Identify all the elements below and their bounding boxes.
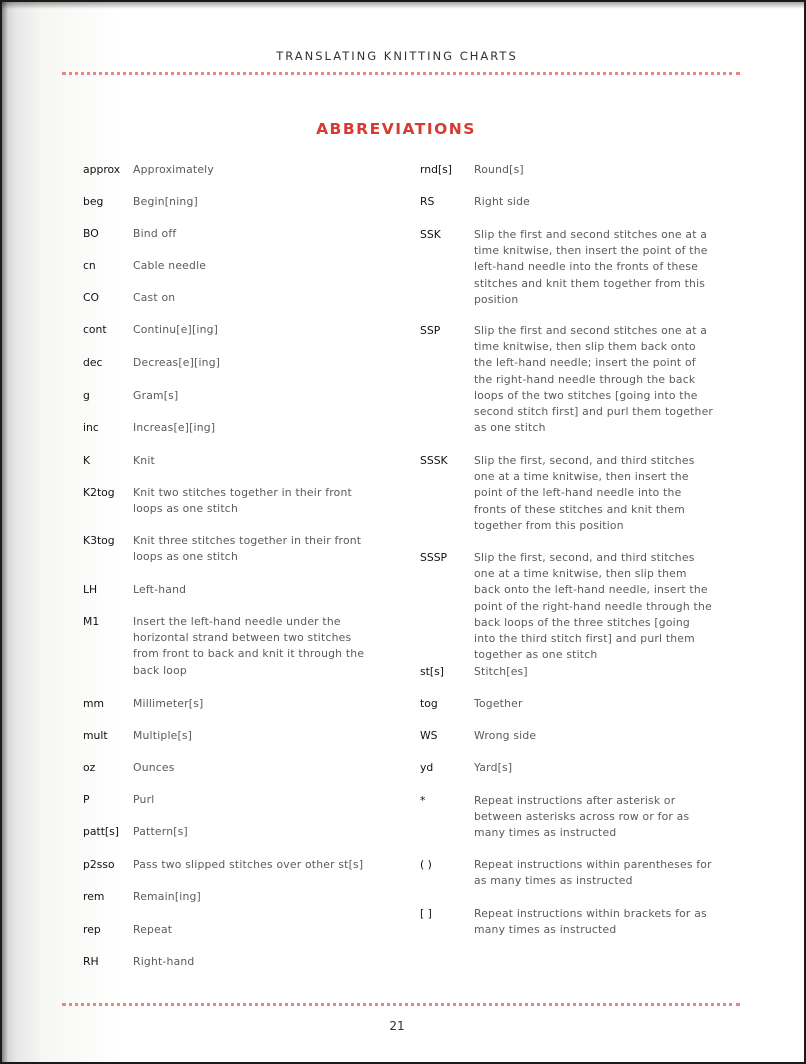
abbreviation-term: dec	[83, 356, 103, 369]
abbreviation-definition: Bind off	[133, 227, 177, 240]
abbreviation-definition: Slip the first, second, and third stitches one at a time knitwise, then slip them back onto the left-hand needle, insert the point of the right-hand needle through the back loops of the three stitches [going into the third stitch first] and purl them together as one stitch	[474, 551, 712, 662]
abbreviation-term: mult	[83, 729, 108, 742]
scan-gutter-shadow	[2, 2, 8, 1062]
abbreviation-definition: Decreas[e][ing]	[133, 356, 221, 369]
abbreviation-term: SSK	[420, 228, 441, 241]
abbreviation-term: M1	[83, 615, 100, 628]
abbreviation-term: rep	[83, 923, 101, 936]
abbreviation-definition: Slip the first and second stitches one at a time knitwise, then slip them back onto the left-hand needle; insert the point of the right-hand needle through the back loops of the two stitches [going into the second stitch first] and purl them together as one stitch	[474, 324, 714, 435]
abbreviation-term: beg	[83, 195, 104, 208]
scan-top-shadow	[2, 2, 804, 9]
abbreviation-term: K3tog	[83, 534, 115, 547]
abbreviation-definition: Repeat instructions after asterisk or between asterisks across row or for as many times as instructed	[474, 794, 690, 840]
abbreviation-definition: Increas[e][ing]	[133, 421, 216, 434]
abbreviation-term: RS	[420, 195, 435, 208]
abbreviation-definition: Right-hand	[133, 955, 195, 968]
abbreviation-definition: Round[s]	[474, 163, 524, 176]
abbreviation-definition: Left-hand	[133, 583, 187, 596]
abbreviation-term: SSP	[420, 324, 441, 337]
abbreviation-definition: Continu[e][ing]	[133, 323, 219, 336]
abbreviation-term: [ ]	[420, 907, 432, 920]
dotted-rule-top	[62, 72, 740, 75]
abbreviation-term: SSSK	[420, 454, 448, 467]
abbreviation-term: cont	[83, 323, 107, 336]
abbreviation-definition: Knit three stitches together in their front loops as one stitch	[133, 534, 362, 564]
abbreviation-definition: Yard[s]	[474, 761, 513, 774]
abbreviation-definition: Repeat instructions within brackets for as many times as instructed	[474, 907, 707, 937]
abbreviation-definition: Insert the left-hand needle under the horizontal strand between two stitches from front to back and knit it through the back loop	[133, 615, 365, 677]
abbreviation-term: rnd[s]	[420, 163, 452, 176]
abbreviation-definition: Together	[474, 697, 523, 710]
abbreviation-term: cn	[83, 259, 96, 272]
abbreviation-term: P	[83, 793, 90, 806]
page-number: 21	[389, 1019, 405, 1033]
abbreviation-definition: Right side	[474, 195, 530, 208]
abbreviation-definition: Millimeter[s]	[133, 697, 204, 710]
abbreviation-definition: Repeat	[133, 923, 173, 936]
abbreviation-definition: Cast on	[133, 291, 176, 304]
abbreviation-term: LH	[83, 583, 98, 596]
abbreviation-term: BO	[83, 227, 99, 240]
abbreviation-definition: Ounces	[133, 761, 175, 774]
abbreviation-term: ( )	[420, 858, 432, 871]
abbreviation-term: *	[420, 794, 426, 807]
abbreviation-definition: Begin[ning]	[133, 195, 198, 208]
dotted-rule-bottom	[62, 1003, 740, 1006]
abbreviation-term: st[s]	[420, 665, 444, 678]
abbreviation-term: WS	[420, 729, 438, 742]
abbreviation-term: RH	[83, 955, 99, 968]
abbreviation-term: SSSP	[420, 551, 448, 564]
abbreviation-definition: Pattern[s]	[133, 825, 188, 838]
abbreviation-definition: Wrong side	[474, 729, 537, 742]
abbreviation-term: CO	[83, 291, 100, 304]
abbreviation-definition: Slip the first and second stitches one at a time knitwise, then insert the point of the left-hand needle into the fronts of these stitches and knit them together from this position	[474, 228, 708, 306]
abbreviation-term: oz	[83, 761, 96, 774]
abbreviation-definition: Pass two slipped stitches over other st[s]	[133, 858, 364, 871]
abbreviation-term: inc	[83, 421, 99, 434]
abbreviation-definition: Gram[s]	[133, 389, 179, 402]
abbreviation-definition: Stitch[es]	[474, 665, 528, 678]
running-head: TRANSLATING KNITTING CHARTS	[276, 49, 518, 63]
abbreviation-definition: Knit	[133, 454, 155, 467]
abbreviation-term: yd	[420, 761, 434, 774]
abbreviation-term: g	[83, 389, 90, 402]
abbreviation-term: p2sso	[83, 858, 115, 871]
abbreviation-term: K	[83, 454, 91, 467]
abbreviation-term: rem	[83, 890, 105, 903]
page-title: ABBREVIATIONS	[316, 120, 476, 138]
abbreviation-definition: Approximately	[133, 163, 214, 176]
abbreviation-definition: Repeat instructions within parentheses for as many times as instructed	[474, 858, 712, 888]
abbreviation-definition: Remain[ing]	[133, 890, 201, 903]
abbreviation-term: approx	[83, 163, 121, 176]
abbreviation-term: mm	[83, 697, 105, 710]
abbreviation-definition: Slip the first, second, and third stitches one at a time knitwise, then insert the point of the left-hand needle into the fronts of these stitches and knit them together from this position	[474, 454, 695, 532]
abbreviation-definition: Cable needle	[133, 259, 207, 272]
abbreviation-term: tog	[420, 697, 438, 710]
abbreviation-term: K2tog	[83, 486, 115, 499]
abbreviation-definition: Multiple[s]	[133, 729, 193, 742]
abbreviation-term: patt[s]	[83, 825, 119, 838]
abbreviation-definition: Knit two stitches together in their front loops as one stitch	[133, 486, 352, 516]
abbreviation-definition: Purl	[133, 793, 155, 806]
